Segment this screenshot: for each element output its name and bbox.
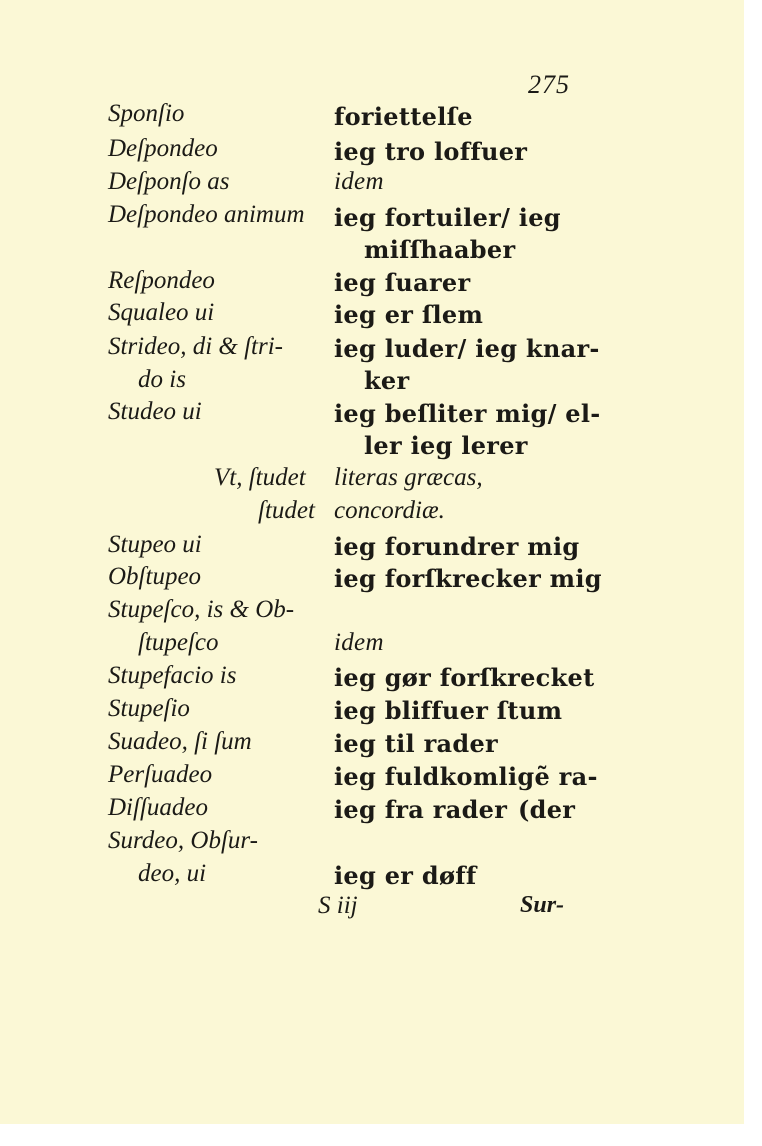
danish-gloss: ieg fra rader [334, 795, 508, 824]
latin-term: Surdeo, Obſur- [108, 827, 258, 854]
danish-gloss: ieg beſliter mig/ el- [334, 399, 601, 428]
latin-term: Deſpondeo animum [108, 201, 305, 228]
danish-gloss: ieg til rader [334, 729, 498, 758]
latin-term: Squaleo ui [108, 299, 215, 326]
danish-gloss: ieg fortuiler/ ieg [334, 203, 561, 232]
danish-gloss: ieg gør forſkrecket [334, 663, 595, 692]
latin-term: Strideo, di & ſtri- [108, 333, 283, 360]
danish-gloss: ieg luder/ ieg knar- [334, 334, 600, 363]
latin-term-continued: ſtupeſco [138, 629, 219, 656]
example-text: literas græcas, [334, 464, 483, 491]
scan-border-bottom [0, 1124, 762, 1146]
latin-term: Diſſuadeo [108, 794, 208, 821]
latin-term: Deſpondeo [108, 135, 218, 162]
danish-gloss: ieg forſkrecker mig [334, 564, 602, 593]
latin-term: Stupeſco, is & Ob- [108, 596, 295, 623]
page-number: 275 [528, 70, 570, 99]
danish-gloss-tail: (der [518, 795, 576, 824]
danish-gloss-continued: miſſhaaber [364, 235, 516, 264]
danish-gloss: ieg ſuarer [334, 268, 471, 297]
danish-gloss: idem [334, 168, 384, 195]
signature-mark: S iij [318, 892, 358, 919]
latin-term-continued: do is [138, 366, 186, 393]
catchword: Sur- [520, 892, 565, 918]
danish-gloss-continued: ker [364, 366, 410, 395]
latin-term: Suadeo, ſi ſum [108, 728, 252, 755]
danish-gloss: ieg tro loffuer [334, 137, 528, 166]
scan-border-right [744, 0, 762, 1146]
example-text: concordiæ. [334, 497, 445, 524]
danish-gloss-continued: ler ieg lerer [364, 431, 528, 460]
danish-gloss: ieg bliffuer ſtum [334, 696, 563, 725]
latin-term: Sponſio [108, 100, 185, 127]
latin-term: Stupefacio is [108, 662, 237, 689]
latin-term-continued: deo, ui [138, 860, 207, 887]
danish-gloss: ieg er ſlem [334, 300, 484, 329]
danish-gloss: foriettelſe [334, 102, 473, 131]
latin-term: Studeo ui [108, 398, 202, 425]
latin-term: Deſponſo as [108, 168, 230, 195]
example-label: Vt, ſtudet [214, 464, 306, 491]
example-label: ſtudet [258, 497, 315, 524]
latin-term: Obſtupeo [108, 563, 202, 590]
latin-term: Perſuadeo [108, 761, 213, 788]
danish-gloss: idem [334, 629, 384, 656]
danish-gloss: ieg fuldkomligẽ ra- [334, 762, 598, 791]
latin-term: Stupeo ui [108, 531, 202, 558]
danish-gloss: ieg forundrer mig [334, 532, 580, 561]
latin-term: Reſpondeo [108, 267, 215, 294]
danish-gloss: ieg er døff [334, 861, 477, 890]
latin-term: Stupeſio [108, 695, 190, 722]
